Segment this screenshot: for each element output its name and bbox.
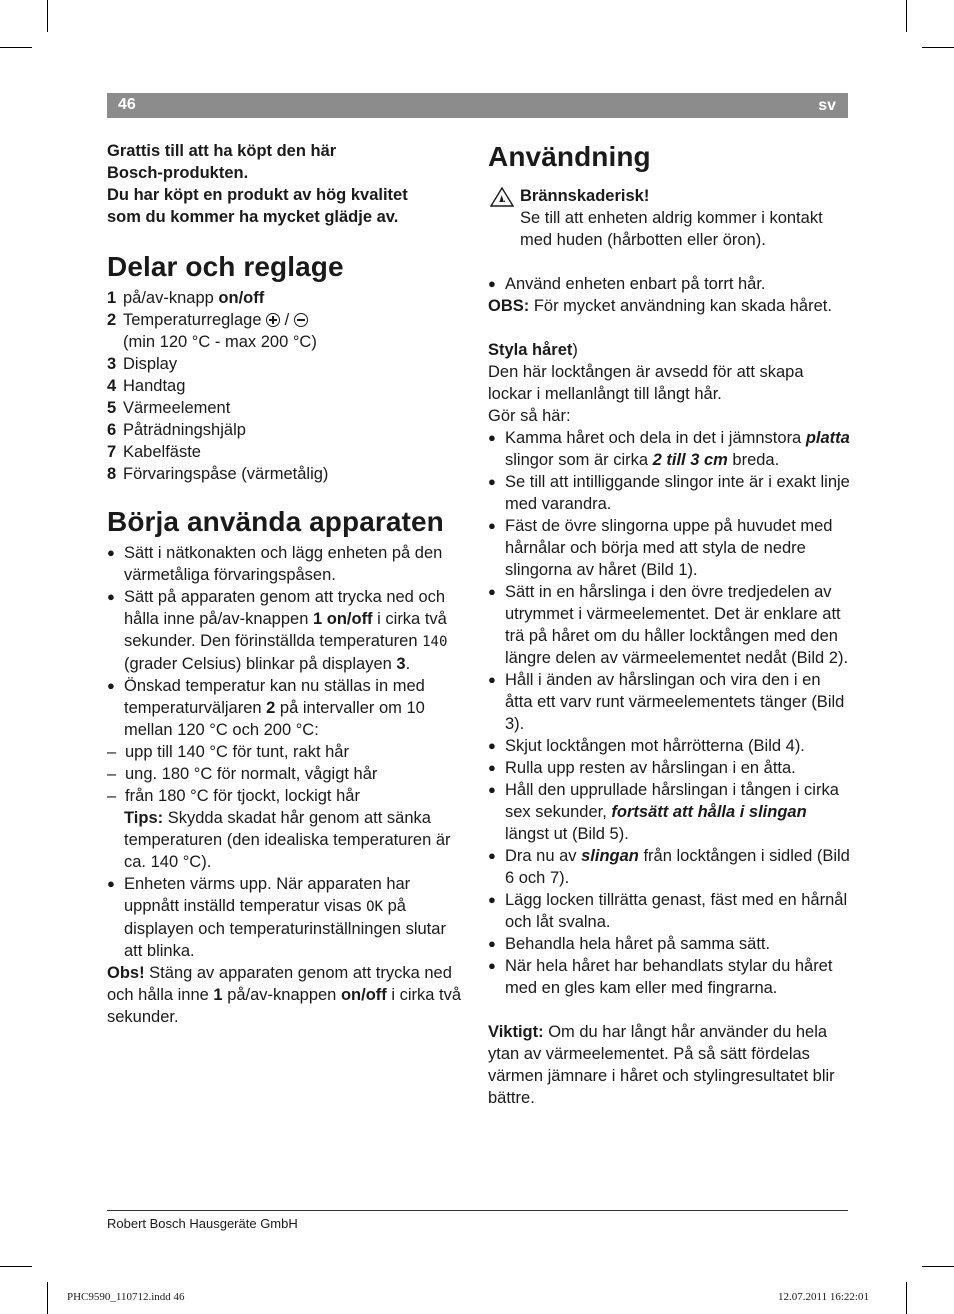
intro-line: Du har köpt en produkt av hög kvalitet xyxy=(107,186,408,204)
start-heading: Börja använda apparaten xyxy=(107,506,444,537)
lcd-value: 140 xyxy=(422,634,448,650)
tips-note: Tips: Skydda skadat hår genom att sänka temperaturen (den idealiska temperaturen är ca. 140 °C). xyxy=(124,809,451,871)
parts-list xyxy=(107,287,467,485)
list-item: 3 Display xyxy=(107,355,178,373)
dry-hair-list xyxy=(488,273,850,295)
list-item: – ung. 180 °C för normalt, vågigt hår xyxy=(107,763,467,785)
list-item: 4 Handtag xyxy=(107,377,186,395)
warning-block xyxy=(488,185,850,251)
left-column xyxy=(107,140,467,1028)
intro-line: som du kommer ha mycket glädje av. xyxy=(107,208,399,226)
print-slug-date: 12.07.2011 16:22:01 xyxy=(778,1291,869,1303)
list-item: ● När hela håret har behandlats stylar du håret med en gles kam eller med fingrarna. xyxy=(488,955,850,999)
list-item: – från 180 °C för tjockt, lockigt hår xyxy=(107,785,467,807)
start-list xyxy=(107,542,467,962)
list-item: ● Fäst de övre slingorna uppe på huvudet med hårnålar och börja med att styla de nedre slingorna av håret (Bild 1). xyxy=(488,515,850,581)
warning-title: Brännskaderisk! xyxy=(520,187,650,205)
list-item: 7 Kabelfäste xyxy=(107,443,201,461)
footer-divider xyxy=(107,1210,848,1211)
intro-text xyxy=(107,140,467,228)
obs-note: Obs! Stäng av apparaten genom att trycka ned och hålla inne 1 på/av-knappen on/off i cirka två sekunder. xyxy=(107,964,462,1026)
crop-mark xyxy=(906,1282,907,1314)
warning-text: Se till att enheten aldrig kommer i kontakt med huden (hårbotten eller öron). xyxy=(520,209,823,249)
parts-heading: Delar och reglage xyxy=(107,251,344,282)
intro-line: Bosch-produkten. xyxy=(107,164,249,182)
styling-steps xyxy=(488,427,850,999)
list-item: 8 Förvaringspåse (värmetålig) xyxy=(107,465,329,483)
list-item: ● Håll i änden av hårslingan och vira den i en åtta ett varv runt värmeelementets tänger (Bild 3). xyxy=(488,669,850,735)
list-item: ● Se till att intilliggande slingor inte är i exakt linje med varandra. xyxy=(488,471,850,515)
list-item: 2 Temperaturreglage / (min 120 °C - max 200 °C) xyxy=(107,311,317,351)
crop-mark xyxy=(922,47,954,48)
style-intro: Den här locktången är avsedd för att skapa lockar i mellanlångt till långt hår. xyxy=(488,363,804,403)
language-code: sv xyxy=(818,97,836,114)
list-item: ● Sätt i nätkonakten och lägg enheten på den värmetåliga förvaringspåsen. xyxy=(107,542,467,586)
crop-mark xyxy=(906,0,907,32)
list-item: ● Behandla hela håret på samma sätt. xyxy=(488,933,850,955)
lcd-value: OK xyxy=(366,899,383,915)
list-item: ● Sätt in en hårslinga i den övre tredjedelen av utrymmet i värmeelementet. Det är enklare att trä på håret om du håller locktången med den längre delen av värmeelementet nedåt (Bild 2). xyxy=(488,581,850,669)
style-subheading: Styla håret) xyxy=(488,341,578,359)
list-item: ● Använd enheten enbart på torrt hår. xyxy=(488,273,850,295)
footer-company: Robert Bosch Hausgeräte GmbH xyxy=(107,1216,298,1231)
page-header xyxy=(107,93,848,118)
crop-mark xyxy=(922,1266,954,1267)
list-item: 6 Påträdningshjälp xyxy=(107,421,246,439)
crop-mark xyxy=(47,0,48,32)
intro-line: Grattis till att ha köpt den här xyxy=(107,142,337,160)
list-item: ● Enheten värms upp. När apparaten har uppnått inställd temperatur visas OK på displayen och temperaturinställningen slutar att blinka. xyxy=(107,873,467,962)
list-item: ● Önskad temperatur kan nu ställas in med temperaturväljaren 2 på intervaller om 10 mellan 120 °C och 200 °C: – upp till 140 °C för tunt, rakt hår – ung. 180 °C för normalt, vågigt hår – från 180 °C för tjockt, lockigt hår Tips: Skydda skadat hår genom att sänka temperaturen (den idealiska temperaturen är ca. 140 °C). xyxy=(107,675,467,873)
minus-circle-icon xyxy=(294,313,308,327)
right-column xyxy=(488,140,850,1109)
list-item: ● Skjut locktången mot hårrötterna (Bild 4). xyxy=(488,735,850,757)
list-item: ● Rulla upp resten av hårslingan i en åtta. xyxy=(488,757,850,779)
list-item: 5 Värmeelement xyxy=(107,399,231,417)
instructions-lead: Gör så här: xyxy=(488,407,571,425)
list-item: ● Kamma håret och dela in det i jämnstora platta slingor som är cirka 2 till 3 cm breda. xyxy=(488,427,850,471)
list-item: ● Dra nu av slingan från locktången i sidled (Bild 6 och 7). xyxy=(488,845,850,889)
plus-circle-icon xyxy=(266,313,280,327)
page-number: 46 xyxy=(118,96,136,113)
warning-triangle-icon xyxy=(490,187,514,207)
important-note: Viktigt: Om du har långt hår använder du hela ytan av värmeelementet. På så sätt fördelas värmen jämnare i håret och stylingresultatet blir bättre. xyxy=(488,1023,835,1107)
list-item: ● Sätt på apparaten genom att trycka ned och hålla inne på/av-knappen 1 on/off i cirka två sekunder. Den förinställda temperaturen 140 (grader Celsius) blinkar på displayen 3. xyxy=(107,586,467,675)
usage-heading: Användning xyxy=(488,141,651,172)
list-item: ● Lägg locken tillrätta genast, fäst med en hårnål och låt svalna. xyxy=(488,889,850,933)
list-item: ● Håll den upprullade hårslingan i tången i cirka sex sekunder, fortsätt att hålla i slingan längst ut (Bild 5). xyxy=(488,779,850,845)
list-item: – upp till 140 °C för tunt, rakt hår xyxy=(107,741,467,763)
crop-mark xyxy=(47,1282,48,1314)
list-item: 1 på/av-knapp on/off xyxy=(107,289,265,307)
crop-mark xyxy=(0,47,32,48)
temperature-list xyxy=(107,741,467,807)
crop-mark xyxy=(0,1266,32,1267)
print-slug-file: PHC9590_110712.indd 46 xyxy=(67,1291,185,1303)
obs-note: OBS: För mycket användning kan skada håret. xyxy=(488,297,832,315)
